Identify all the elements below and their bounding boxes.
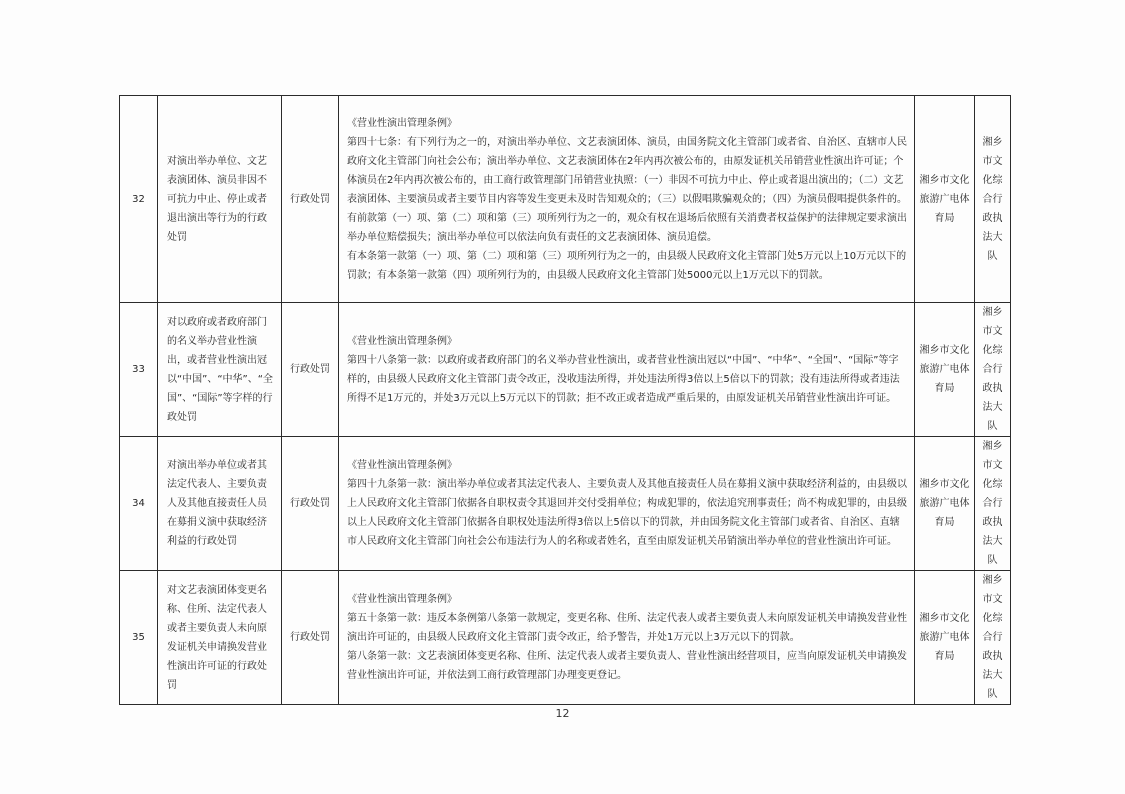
legal-basis-paragraph: 第四十七条：有下列行为之一的，对演出举办单位、文艺表演团体、演员，由国务院文化主管部门或者省、自治区、直辖市人民政府文化主管部门向社会公布；演出举办单位、文艺表演团体在2年内再次被公布的，由原发证机关吊销营业性演出许可证；个体演员在2年内再次被公布的，由工商行政管理部门吊销营业执照：（一）非因不可抗力中止、停止或者退出演出的；（二）文艺表演团体、主要演员或者主要节目内容等发生变更未及时告知观众的；（三）以假唱欺骗观众的；（四）为演员假唱提供条件的。 <box>347 136 907 205</box>
table-row <box>120 303 1011 437</box>
responsible-department: 湘乡市文化旅游广电体育局 <box>915 437 975 571</box>
responsible-department: 湘乡市文化旅游广电体育局 <box>915 96 975 303</box>
row-number: 33 <box>120 303 158 437</box>
legal-basis-paragraph: 第五十条第一款：违反本条例第八条第一款规定，变更名称、住所、法定代表人或者主要负责人未向原发证机关申请换发营业性演出许可证的，由县级人民政府文化主管部门责令改正，给予警告，并处1万元以上3万元以下的罚款。 <box>347 613 907 643</box>
item-type: 行政处罚 <box>282 303 339 437</box>
table-body <box>120 96 1011 705</box>
legal-basis-paragraph: 有前款第（一）项、第（二）项和第（三）项所列行为之一的，观众有权在退场后依照有关消费者权益保护的法律规定要求演出举办单位赔偿损失；演出举办单位可以依法向负有责任的文艺表演团体、演员追偿。 <box>347 212 907 243</box>
legal-basis-paragraph: 有本条第一款第（一）项、第（二）项和第（三）项所列行为之一的，由县级人民政府文化主管部门处5万元以上10万元以下的罚款；有本条第一款第（四）项所列行为的，由县级人民政府文化主管部门处5000元以上1万元以下的罚款。 <box>347 250 907 281</box>
table-row <box>120 571 1011 705</box>
legal-basis <box>339 571 915 705</box>
legal-basis-title: 《营业性演出管理条例》 <box>347 460 457 471</box>
row-number: 35 <box>120 571 158 705</box>
item-name: 对演出举办单位、文艺表演团体、演员非因不可抗力中止、停止或者退出演出等行为的行政处罚 <box>158 96 282 303</box>
executing-agency: 湘乡市文化综合行政执法大队 <box>975 96 1011 303</box>
regulation-table <box>119 95 1011 705</box>
legal-basis-paragraph: 第四十八条第一款：以政府或者政府部门的名义举办营业性演出，或者营业性演出冠以“中国”、“中华”、“全国”、“国际”等字样的，由县级人民政府文化主管部门责令改正，没收违法所得，并处违法所得3倍以上5倍以下的罚款；没有违法所得或者违法所得不足1万元的，并处3万元以上5万元以下的罚款；拒不改正或者造成严重后果的，由原发证机关吊销营业性演出许可证。 <box>347 354 900 404</box>
legal-basis-title: 《营业性演出管理条例》 <box>347 335 457 347</box>
row-number: 34 <box>120 437 158 571</box>
table-row <box>120 437 1011 571</box>
item-type: 行政处罚 <box>282 437 339 571</box>
responsible-department: 湘乡市文化旅游广电体育局 <box>915 303 975 437</box>
executing-agency: 湘乡市文化综合行政执法大队 <box>975 571 1011 705</box>
legal-basis <box>339 96 915 303</box>
executing-agency: 湘乡市文化综合行政执法大队 <box>975 303 1011 437</box>
legal-basis <box>339 303 915 437</box>
table-row <box>120 96 1011 303</box>
legal-basis-paragraph: 第八条第一款：文艺表演团体变更名称、住所、法定代表人或者主要负责人、营业性演出经营项目，应当向原发证机关申请换发营业性演出许可证，并依法到工商行政管理部门办理变更登记。 <box>347 651 907 681</box>
item-name: 对文艺表演团体变更名称、住所、法定代表人或者主要负责人未向原发证机关申请换发营业性演出许可证的行政处罚 <box>158 571 282 705</box>
item-type: 行政处罚 <box>282 96 339 303</box>
item-type: 行政处罚 <box>282 571 339 705</box>
legal-basis-paragraph: 第四十九条第一款：演出举办单位或者其法定代表人、主要负责人及其他直接责任人员在募捐义演中获取经济利益的，由县级以上人民政府文化主管部门依据各自职权责令其退回并交付受捐单位；构成犯罪的，依法追究刑事责任；尚不构成犯罪的，由县级以上人民政府文化主管部门依据各自职权处违法所得3倍以上5倍以下的罚款，并由国务院文化主管部门或者省、自治区、直辖市人民政府文化主管部门向社会公布违法行为人的名称或者姓名，直至由原发证机关吊销演出举办单位的营业性演出许可证。 <box>347 479 907 547</box>
item-name: 对演出举办单位或者其法定代表人、主要负责人及其他直接责任人员在募捐义演中获取经济利益的行政处罚 <box>158 437 282 571</box>
executing-agency: 湘乡市文化综合行政执法大队 <box>975 437 1011 571</box>
legal-basis <box>339 437 915 571</box>
row-number: 32 <box>120 96 158 303</box>
legal-basis-title: 《营业性演出管理条例》 <box>347 594 457 605</box>
item-name: 对以政府或者政府部门的名义举办营业性演出，或者营业性演出冠以“中国”、“中华”、“全国”、“国际”等字样的行政处罚 <box>158 303 282 437</box>
legal-basis-title: 《营业性演出管理条例》 <box>347 117 457 129</box>
page-number: 12 <box>555 707 570 720</box>
responsible-department: 湘乡市文化旅游广电体育局 <box>915 571 975 705</box>
